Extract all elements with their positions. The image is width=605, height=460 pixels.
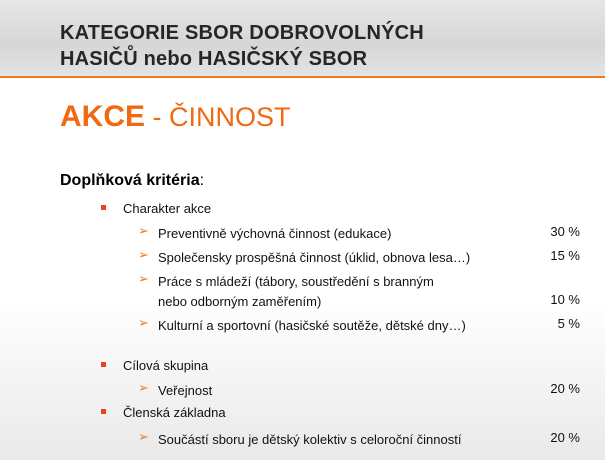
item-text: Preventivně výchovná činnost (edukace) bbox=[158, 226, 392, 241]
main-title-cinnost: - ČINNOST bbox=[145, 102, 291, 132]
category-label: Cílová skupina bbox=[123, 358, 209, 373]
criteria-heading bbox=[60, 172, 204, 190]
arrow-bullet-icon: ➢ bbox=[138, 316, 149, 331]
criteria-heading-label: Doplňková kritéria bbox=[60, 172, 200, 189]
item-percent: 20 % bbox=[550, 430, 580, 445]
square-bullet-icon bbox=[101, 205, 106, 210]
item-text: Společensky prospěšná činnost (úklid, obnova lesa…) bbox=[158, 250, 471, 265]
arrow-bullet-icon: ➢ bbox=[138, 224, 149, 239]
header-title: KATEGORIE SBOR DOBROVOLNÝCH HASIČŮ nebo HASIČSKÝ SBOR bbox=[60, 22, 424, 70]
item-percent: 15 % bbox=[550, 248, 580, 263]
main-title bbox=[60, 100, 291, 134]
item-text: Kulturní a sportovní (hasičské soutěže, dětské dny…) bbox=[158, 318, 466, 333]
item-percent: 30 % bbox=[550, 224, 580, 239]
main-title-akce: AKCE bbox=[60, 100, 146, 133]
header-bar bbox=[0, 0, 605, 76]
arrow-bullet-icon: ➢ bbox=[138, 430, 149, 445]
item-percent: 10 % bbox=[550, 292, 580, 307]
category-label: Členská základna bbox=[123, 405, 226, 420]
category-label: Charakter akce bbox=[123, 201, 212, 216]
item-percent: 5 % bbox=[557, 316, 580, 331]
item-text: Součástí sboru je dětský kolektiv s celoroční činností bbox=[158, 432, 462, 447]
header-divider bbox=[0, 76, 605, 78]
square-bullet-icon bbox=[101, 409, 106, 414]
criteria-heading-colon: : bbox=[199, 172, 205, 189]
arrow-bullet-icon: ➢ bbox=[138, 248, 149, 263]
item-text: Práce s mládeží (tábory, soustředění s branným nebo odborným zaměřením) bbox=[158, 274, 434, 309]
item-text: Veřejnost bbox=[158, 383, 213, 398]
item-percent: 20 % bbox=[550, 381, 580, 396]
square-bullet-icon bbox=[101, 362, 106, 367]
arrow-bullet-icon: ➢ bbox=[138, 381, 149, 396]
arrow-bullet-icon: ➢ bbox=[138, 272, 149, 287]
